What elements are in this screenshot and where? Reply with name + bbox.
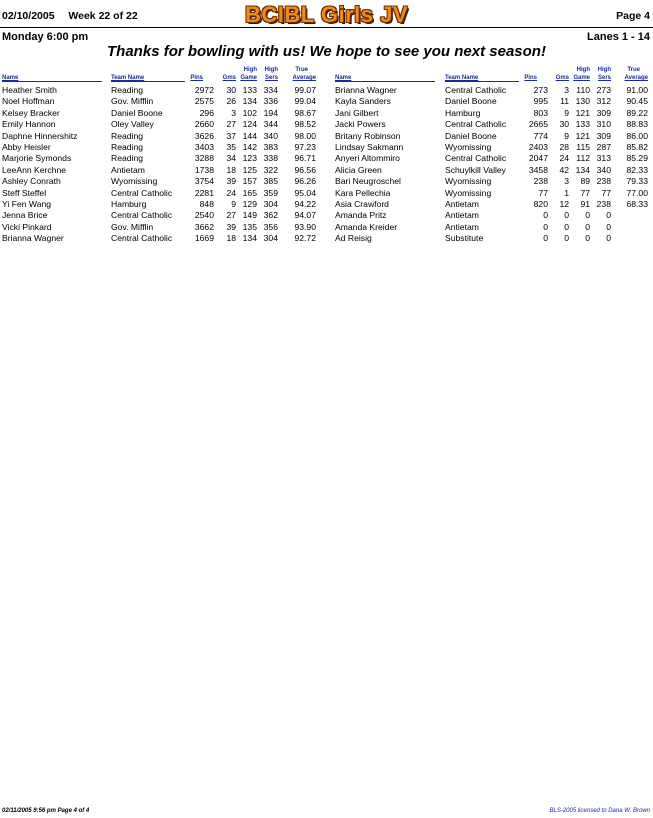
bowler-name: Ashley Conrath	[2, 176, 61, 187]
games: 28	[559, 142, 569, 152]
high-series: 362	[263, 210, 278, 221]
games: 27	[226, 119, 236, 130]
column-header-underline	[445, 81, 519, 82]
high-game: 121	[575, 107, 590, 118]
true-average: 79.33	[626, 176, 648, 187]
bowler-name: LeeAnn Kerchne	[2, 164, 67, 175]
table-row	[0, 222, 653, 233]
team-name: Antietam	[445, 210, 479, 221]
pins: 296	[199, 107, 214, 118]
column-header-underline	[335, 81, 435, 82]
high-series: 0	[606, 221, 611, 232]
table-row	[0, 119, 653, 130]
high-game: 133	[575, 119, 590, 130]
team-name: Reading	[111, 142, 144, 152]
bowler-name: Jenna Brice	[2, 210, 48, 221]
high-game: 134	[242, 233, 257, 244]
table-row	[0, 188, 653, 199]
high-series: 238	[596, 176, 611, 187]
true-average-column-header-top: True	[627, 67, 640, 73]
high-game: 135	[242, 221, 257, 232]
games: 26	[226, 96, 236, 107]
bowler-name: Brianna Wagner	[2, 233, 64, 244]
high-game: 91	[580, 199, 590, 209]
games: 3	[564, 85, 569, 95]
bowler-name: Kelsey Bracker	[2, 107, 60, 118]
high-game: 77	[580, 187, 590, 198]
games: 18	[226, 233, 236, 244]
bowler-name: Alicia Green	[335, 164, 382, 175]
footer-print-info: 02/11/2005 9:56 pm Page 4 of 4	[2, 808, 90, 814]
bowler-name: Jacki Powers	[335, 119, 386, 130]
high-game: 149	[242, 210, 257, 221]
pins: 1738	[194, 164, 214, 175]
pins: 238	[533, 176, 548, 187]
high-series: 383	[263, 142, 278, 152]
footer-license: BLS-2005 licensed to Dana W. Brown	[549, 808, 650, 814]
bowler-name: Anyeri Altommiro	[335, 153, 400, 164]
high-game: 134	[242, 96, 257, 107]
true-average: 98.52	[294, 119, 316, 130]
high-game: 123	[242, 153, 257, 164]
pins: 2665	[528, 119, 548, 130]
pins: 77	[538, 187, 548, 198]
table-row	[0, 85, 653, 96]
team-name: Daniel Boone	[445, 96, 497, 107]
games: 39	[226, 176, 236, 187]
pins: 0	[543, 233, 548, 244]
high-series: 312	[596, 96, 611, 107]
pins: 3403	[194, 142, 214, 152]
bowler-name: Jani Gilbert	[335, 107, 379, 118]
high-series-column-header-top: High	[264, 67, 278, 73]
high-series: 77	[601, 187, 611, 198]
games: 11	[560, 96, 569, 107]
bowler-name: Yi Fen Wang	[2, 199, 52, 209]
team-name: Daniel Boone	[445, 130, 497, 141]
team-name: Antietam	[111, 164, 145, 175]
bowler-name: Ad Reisig	[335, 233, 372, 244]
team-name: Gov. Mifflin	[111, 221, 154, 232]
bowler-name: Heather Smith	[2, 85, 57, 95]
high-game: 124	[242, 119, 257, 130]
team-name: Schuylkill Valley	[445, 164, 506, 175]
true-average: 85.82	[626, 142, 648, 152]
team-name: Oley Valley	[111, 119, 154, 130]
high-series: 385	[263, 176, 278, 187]
team-name: Antietam	[445, 199, 479, 209]
bowler-name: Amanda Pritz	[335, 210, 387, 221]
pins: 3458	[528, 164, 548, 175]
true-average: 97.23	[294, 142, 316, 152]
games: 30	[226, 85, 236, 95]
high-series: 238	[596, 199, 611, 209]
true-average: 94.07	[294, 210, 316, 221]
name-column-header: Name	[335, 75, 352, 81]
team-name: Central Catholic	[111, 210, 173, 221]
games: 24	[226, 187, 236, 198]
pins: 1669	[194, 233, 214, 244]
bowler-name: Amanda Kreider	[335, 221, 398, 232]
true-average: 93.90	[294, 221, 316, 232]
team-name: Reading	[111, 130, 144, 141]
games: 9	[564, 107, 569, 118]
column-header-underline	[111, 81, 185, 82]
true-average: 85.29	[626, 153, 648, 164]
high-series-column-header: Sers	[264, 75, 278, 81]
high-series: 340	[596, 164, 611, 175]
true-average: 82.33	[626, 164, 648, 175]
bowler-name: Emily Hannon	[2, 119, 56, 130]
high-series: 338	[263, 153, 278, 164]
pins: 3754	[194, 176, 214, 187]
table-row	[0, 210, 653, 221]
high-series: 287	[596, 142, 611, 152]
table-row	[0, 165, 653, 176]
page-number: Page 4	[616, 10, 650, 22]
table-row	[0, 233, 653, 244]
true-average: 98.67	[294, 107, 316, 118]
team-name: Central Catholic	[445, 85, 507, 95]
high-game: 130	[575, 96, 590, 107]
session-lanes: Lanes 1 - 14	[587, 31, 650, 43]
high-series: 322	[263, 164, 278, 175]
games-column-header: Gms	[555, 75, 569, 81]
team-name: Central Catholic	[111, 187, 173, 198]
league-title: BCIBL Girls JV	[244, 2, 409, 27]
high-game-column-header: Game	[573, 75, 590, 81]
team-name: Reading	[111, 85, 144, 95]
high-game: 112	[576, 153, 590, 164]
true-average: 77.00	[626, 187, 648, 198]
pins: 2575	[194, 96, 214, 107]
banner-message: Thanks for bowling with us! We hope to see you next season!	[107, 43, 546, 60]
high-series: 309	[596, 130, 611, 141]
games: 30	[559, 119, 569, 130]
team-name: Wyomissing	[445, 142, 492, 152]
high-series: 304	[263, 233, 278, 244]
games: 1	[564, 187, 569, 198]
high-game: 134	[575, 164, 590, 175]
pins: 2972	[194, 85, 214, 95]
table-row	[0, 96, 653, 107]
team-name: Substitute	[445, 233, 484, 244]
bowler-name: Asia Crawford	[335, 199, 389, 209]
pins: 2047	[528, 153, 548, 164]
high-game: 121	[575, 130, 590, 141]
games: 12	[559, 199, 569, 209]
high-game: 157	[242, 176, 257, 187]
true-average-column-header-top: True	[295, 67, 308, 73]
high-series-column-header: Sers	[597, 75, 611, 81]
bowler-name: Britany Robinson	[335, 130, 401, 141]
high-game: 0	[585, 221, 590, 232]
pins-column-header: Pins	[524, 75, 537, 81]
true-average: 92.72	[294, 233, 316, 244]
pins: 0	[543, 210, 548, 221]
team-name: Central Catholic	[445, 119, 507, 130]
pins: 0	[543, 221, 548, 232]
games: 24	[559, 153, 569, 164]
games: 0	[564, 210, 569, 221]
high-game: 129	[242, 199, 257, 209]
header-divider	[0, 27, 653, 28]
bowler-name: Daphne Hinnershitz	[2, 130, 78, 141]
high-game: 110	[576, 85, 590, 95]
high-game: 115	[576, 142, 590, 152]
true-average: 98.00	[294, 130, 316, 141]
true-average: 99.04	[294, 96, 316, 107]
bowler-name: Marjorie Symonds	[2, 153, 72, 164]
games: 34	[226, 153, 236, 164]
high-series-column-header-top: High	[597, 67, 611, 73]
games: 3	[564, 176, 569, 187]
true-average: 91.00	[626, 85, 648, 95]
true-average: 95.04	[294, 187, 316, 198]
high-game-column-header: Game	[240, 75, 257, 81]
games: 0	[564, 221, 569, 232]
high-series: 359	[263, 187, 278, 198]
report-week: Week 22 of 22	[68, 10, 138, 22]
high-series: 310	[596, 119, 611, 130]
team-name: Wyomissing	[111, 176, 158, 187]
bowler-name: Brianna Wagner	[335, 85, 397, 95]
high-series: 0	[606, 233, 611, 244]
true-average: 86.00	[626, 130, 648, 141]
high-series: 194	[263, 107, 278, 118]
high-game: 144	[242, 130, 257, 141]
true-average-column-header: Average	[624, 75, 648, 81]
high-series: 304	[263, 199, 278, 209]
table-row	[0, 108, 653, 119]
table-row	[0, 199, 653, 210]
high-series: 313	[596, 153, 611, 164]
bowler-name: Abby Heisler	[2, 142, 51, 152]
pins: 803	[533, 107, 548, 118]
pins: 3662	[194, 221, 214, 232]
high-series: 273	[596, 85, 611, 95]
pins: 3288	[194, 153, 214, 164]
high-game: 125	[242, 164, 257, 175]
team-name: Antietam	[445, 221, 479, 232]
pins: 2281	[194, 187, 214, 198]
true-average-column-header: Average	[292, 75, 316, 81]
high-series: 344	[263, 119, 278, 130]
bowler-name: Bari Neugroschel	[335, 176, 401, 187]
true-average: 88.83	[626, 119, 648, 130]
pins: 774	[533, 130, 548, 141]
team-name: Central Catholic	[445, 153, 507, 164]
true-average: 96.56	[294, 164, 316, 175]
pins: 3626	[194, 130, 214, 141]
high-series: 334	[263, 85, 278, 95]
high-series: 336	[263, 96, 278, 107]
high-game-column-header-top: High	[243, 67, 257, 73]
high-series: 0	[606, 210, 611, 221]
column-header-underline	[2, 81, 102, 82]
games: 3	[231, 107, 236, 118]
bowler-name: Noel Hoffman	[2, 96, 55, 107]
games: 18	[226, 164, 236, 175]
high-series: 340	[263, 130, 278, 141]
bowler-name: Kayla Sanders	[335, 96, 391, 107]
true-average: 96.71	[294, 153, 316, 164]
table-row	[0, 142, 653, 153]
table-row	[0, 153, 653, 164]
bowler-name: Lindsay Sakmann	[335, 142, 404, 152]
games: 27	[226, 210, 236, 221]
pins: 2540	[194, 210, 214, 221]
pins: 273	[533, 85, 548, 95]
pins: 995	[533, 96, 548, 107]
session-day-time: Monday 6:00 pm	[2, 31, 89, 43]
team-name: Reading	[111, 153, 144, 164]
true-average: 99.07	[294, 85, 316, 95]
team-name: Daniel Boone	[111, 107, 163, 118]
high-game: 0	[585, 210, 590, 221]
pins: 2403	[528, 142, 548, 152]
high-game: 102	[242, 107, 257, 118]
true-average: 90.45	[626, 96, 648, 107]
high-game: 89	[580, 176, 590, 187]
bowler-name: Kara Pellechia	[335, 187, 391, 198]
games: 9	[231, 199, 236, 209]
true-average: 96.26	[294, 176, 316, 187]
team-name: Wyomissing	[445, 187, 492, 198]
high-game-column-header-top: High	[576, 67, 590, 73]
games: 37	[226, 130, 236, 141]
true-average: 89.22	[626, 107, 648, 118]
games: 35	[226, 142, 236, 152]
games: 9	[564, 130, 569, 141]
games: 42	[559, 164, 569, 175]
team-name: Central Catholic	[111, 233, 173, 244]
high-series: 309	[596, 107, 611, 118]
table-row	[0, 176, 653, 187]
high-game: 0	[585, 233, 590, 244]
team-name: Gov. Mifflin	[111, 96, 154, 107]
high-game: 142	[242, 142, 257, 152]
team-column-header: Team Name	[445, 75, 479, 81]
table-row	[0, 131, 653, 142]
games: 0	[564, 233, 569, 244]
report-date: 02/10/2005	[2, 10, 55, 22]
high-game: 165	[242, 187, 257, 198]
team-name: Wyomissing	[445, 176, 492, 187]
pins-column-header: Pins	[190, 75, 203, 81]
bowler-name: Steff Steffel	[2, 187, 47, 198]
pins: 848	[199, 199, 214, 209]
high-game: 133	[242, 85, 257, 95]
high-series: 356	[263, 221, 278, 232]
bowler-name: Vicki Pinkard	[2, 221, 52, 232]
games: 39	[226, 221, 236, 232]
name-column-header: Name	[2, 75, 19, 81]
pins: 820	[533, 199, 548, 209]
team-name: Hamburg	[111, 199, 147, 209]
true-average: 68.33	[626, 199, 648, 209]
games-column-header: Gms	[222, 75, 236, 81]
team-column-header: Team Name	[111, 75, 145, 81]
team-name: Hamburg	[445, 107, 481, 118]
pins: 2660	[194, 119, 214, 130]
true-average: 94.22	[294, 199, 316, 209]
